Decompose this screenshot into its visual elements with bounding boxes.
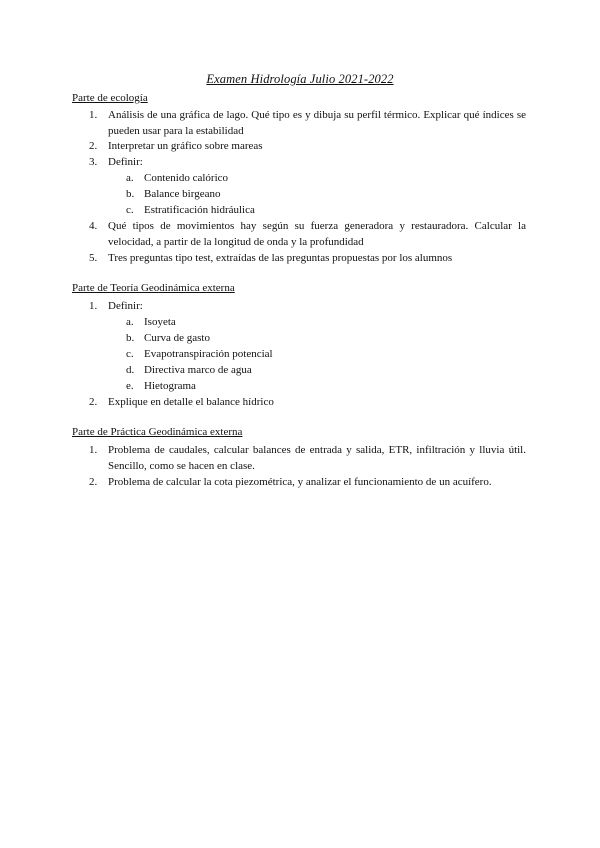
sub-item-letter: c.: [126, 204, 134, 216]
item-number: 3.: [89, 156, 98, 168]
sub-list-item: Hietograma: [144, 380, 196, 392]
sub-item-letter: b.: [126, 188, 135, 200]
list-item: Problema de caudales, calcular balances de entrada y salida, ETR, infiltración y lluvia útil. Sencillo, como se hacen en clase.: [108, 444, 526, 472]
item-number: 2.: [89, 476, 98, 488]
item-number: 2.: [89, 140, 98, 152]
sub-list-item: Curva de gasto: [144, 332, 210, 344]
sub-item-letter: a.: [126, 172, 134, 184]
list-item: Explique en detalle el balance hídrico: [108, 396, 274, 408]
item-number: 5.: [89, 252, 98, 264]
sub-item-letter: a.: [126, 316, 134, 328]
list-item: Problema de calcular la cota piezométrica, y analizar el funcionamiento de un acuífero.: [108, 476, 492, 488]
sub-item-letter: e.: [126, 380, 134, 392]
list-item: Qué tipos de movimientos hay según su fuerza generadora y restauradora. Calcular la velocidad, a partir de la longitud de onda y la profundidad: [108, 220, 526, 248]
section-heading-practica: Parte de Práctica Geodinámica externa: [72, 426, 243, 438]
section-heading-ecologia: Parte de ecología: [72, 92, 148, 104]
list-item: Definir:: [108, 156, 143, 168]
list-item: Definir:: [108, 300, 143, 312]
page-title: Examen Hidrología Julio 2021-2022: [206, 72, 394, 86]
list-item: Interpretar un gráfico sobre mareas: [108, 140, 263, 152]
sub-item-letter: c.: [126, 348, 134, 360]
item-number: 4.: [89, 220, 98, 232]
item-number: 1.: [89, 300, 98, 312]
sub-list-item: Estratificación hidráulica: [144, 204, 255, 216]
sub-list-item: Directiva marco de agua: [144, 364, 252, 376]
item-number: 1.: [89, 444, 98, 456]
item-number: 2.: [89, 396, 98, 408]
sub-list-item: Isoyeta: [144, 316, 176, 328]
sub-list-item: Balance birgeano: [144, 188, 221, 200]
sub-list-item: Evapotranspiración potencial: [144, 348, 273, 360]
list-item: Tres preguntas tipo test, extraídas de las preguntas propuestas por los alumnos: [108, 252, 453, 264]
item-number: 1.: [89, 109, 98, 121]
sub-item-letter: d.: [126, 364, 135, 376]
sub-item-letter: b.: [126, 332, 135, 344]
sub-list-item: Contenido calórico: [144, 172, 229, 184]
list-item: Análisis de una gráfica de lago. Qué tipo es y dibuja su perfil térmico. Explicar qué índices se pueden usar para la estabilidad: [108, 109, 526, 137]
section-heading-teoria: Parte de Teoría Geodinámica externa: [72, 282, 235, 294]
